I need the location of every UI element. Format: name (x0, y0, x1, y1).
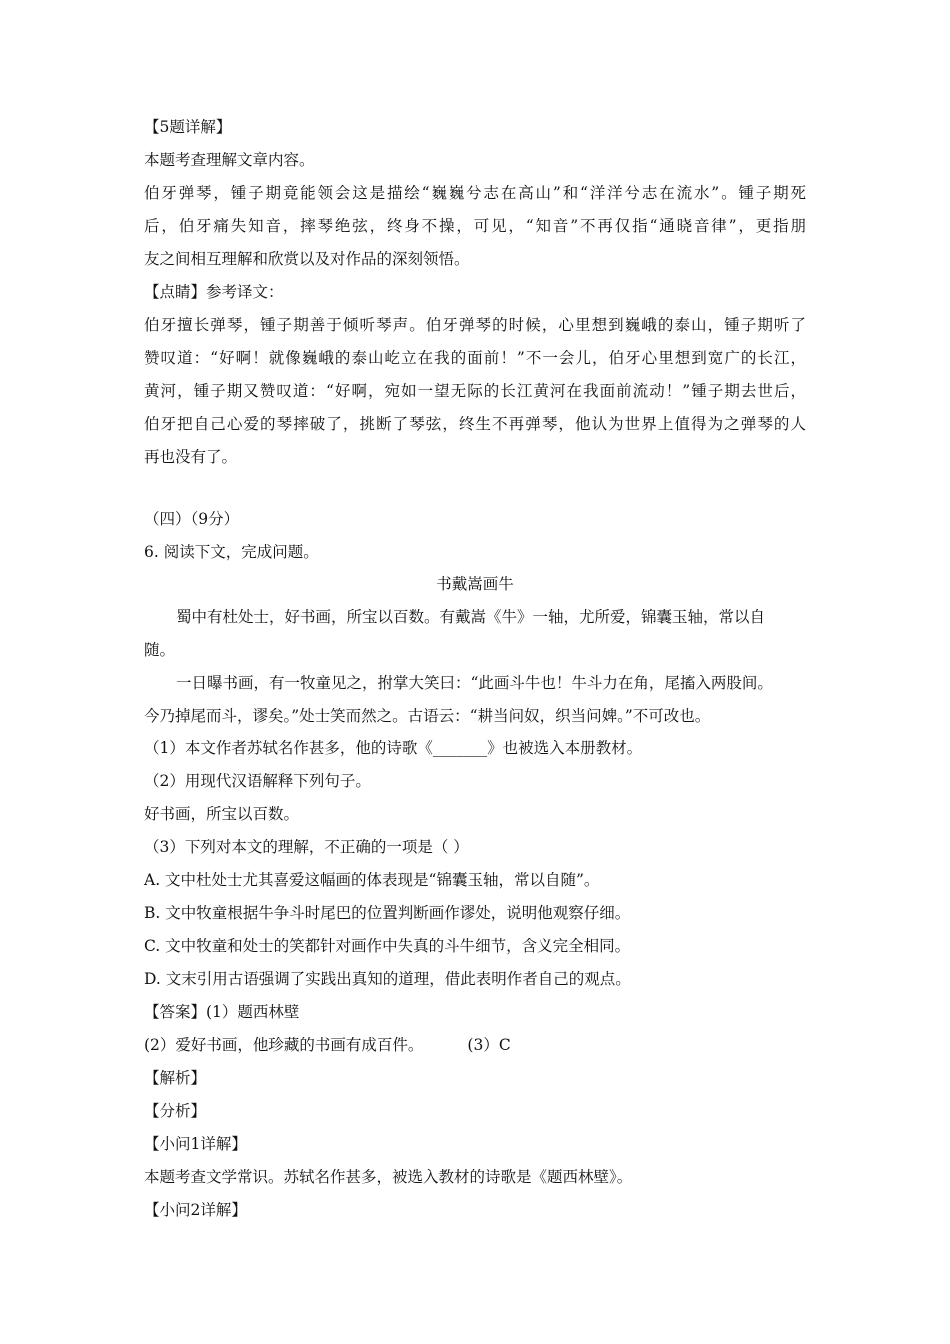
section5-intro: 本题考查理解文章内容。 (144, 151, 315, 169)
q2-heading: 【小问2详解】 (144, 1201, 247, 1219)
answer-3: (3）C (467, 1036, 511, 1054)
jiexi-heading: 【解析】 (144, 1069, 207, 1087)
passage-line: 随。 (144, 641, 176, 659)
dianjing-heading: 【点睛】参考译文： (144, 283, 284, 301)
analysis-line: 后，伯牙痛失知音，摔琴绝弦，终身不操，可见，“知音”不再仅指“通晓音律”，更指朋 (144, 217, 806, 235)
translation-line: 黄河，锺子期又赞叹道：“好啊，宛如一望无际的长江黄河在我面前流动！”锺子期去世后， (144, 382, 806, 400)
sub-question-3: （3）下列对本文的理解，不正确的一项是（ ） (144, 838, 469, 856)
sub-question-2: （2）用现代汉语解释下列句子。 (144, 772, 371, 790)
question-6: 6. 阅读下文，完成问题。 (144, 543, 319, 561)
translation-line: 伯牙擅长弹琴，锺子期善于倾听琴声。伯牙弹琴的时候，心里想到巍峨的泰山，锺子期听了 (144, 316, 806, 334)
fenxi-heading: 【分析】 (144, 1102, 207, 1120)
answer-line-2 (144, 1035, 511, 1055)
passage-title: 书戴嵩画牛 (436, 575, 514, 593)
translation-line: 再也没有了。 (144, 448, 238, 466)
section5-heading: 【5题详解】 (144, 118, 232, 136)
passage-line: 今乃掉尾而斗，谬矣。”处士笑而然之。古语云：“耕当问奴，织当问婢。”不可改也。 (144, 707, 711, 725)
translation-line: 伯牙把自己心爱的琴摔破了，挑断了琴弦，终生不再弹琴，他认为世界上值得为之弹琴的人 (144, 415, 806, 433)
answer-2: (2）爱好书画，他珍藏的书画有成百件。 (144, 1036, 424, 1054)
option-a: A. 文中杜处士尤其喜爱这幅画的体表现是“锦囊玉轴，常以自随”。 (144, 871, 600, 889)
q1-heading: 【小问1详解】 (144, 1135, 247, 1153)
option-c: C. 文中牧童和处士的笑都针对画作中失真的斗牛细节，含义完全相同。 (144, 937, 631, 955)
option-b: B. 文中牧童根据牛争斗时尾巴的位置判断画作谬处，说明他观察仔细。 (144, 904, 631, 922)
part4-header: （四）（9分） (144, 510, 240, 528)
analysis-line: 伯牙弹琴，锺子期竟能领会这是描绘“巍巍兮志在高山”和“洋洋兮志在流水”。锺子期死 (144, 184, 806, 202)
answer-line-1: 【答案】(1）题西林壁 (144, 1003, 300, 1021)
analysis-line: 友之间相互理解和欣赏以及对作品的深刻领悟。 (144, 250, 470, 268)
sub-question-2-sentence: 好书画，所宝以百数。 (144, 805, 300, 823)
sub-question-1: （1）本文作者苏轼名作甚多，他的诗歌《_______》也被选入本册教材。 (144, 739, 643, 757)
passage-line: 蜀中有杜处士，好书画，所宝以百数。有戴嵩《牛》一轴，尤所爱，锦囊玉轴，常以自 (176, 608, 766, 626)
translation-line: 赞叹道：“好啊！就像巍峨的泰山屹立在我的面前！”不一会儿，伯牙心里想到宽广的长江， (144, 349, 806, 367)
q1-text: 本题考查文学常识。苏轼名作甚多，被选入教材的诗歌是《题西林壁》。 (144, 1168, 633, 1186)
option-d: D. 文末引用古语强调了实践出真知的道理，借此表明作者自己的观点。 (144, 970, 631, 988)
passage-line: 一日曝书画，有一牧童见之，拊掌大笑曰：“此画斗牛也！牛斗力在角，尾搐入两股间。 (176, 674, 773, 692)
